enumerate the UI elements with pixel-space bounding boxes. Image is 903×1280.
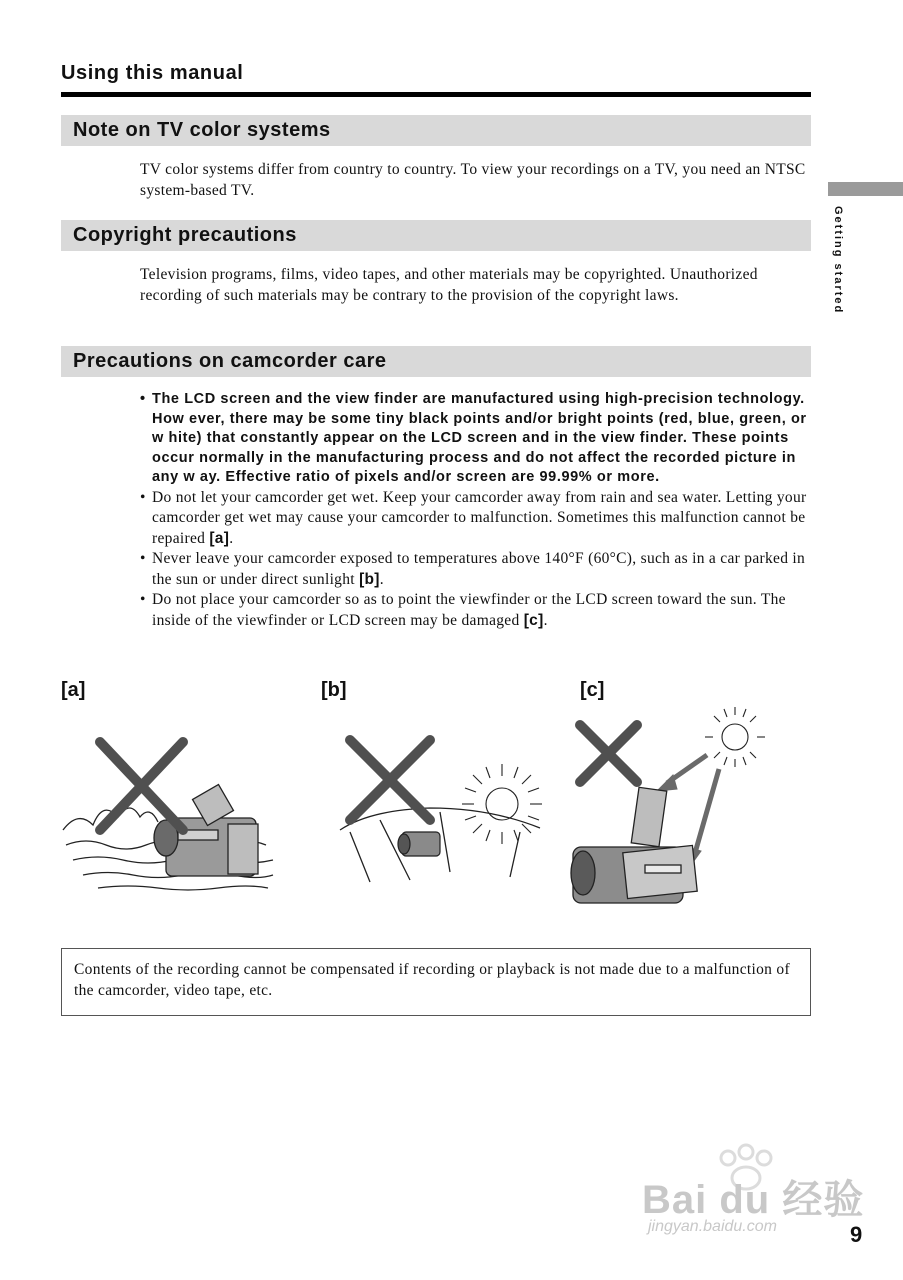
page-number: 9 xyxy=(850,1222,863,1247)
end-punct: . xyxy=(229,529,234,547)
camcorder-icon xyxy=(154,785,258,876)
figure-label-b: [b] xyxy=(321,679,347,701)
figure-ref-c: [c] xyxy=(523,611,544,629)
list-item xyxy=(140,390,812,488)
list-item xyxy=(140,488,812,550)
bullet-dot: • xyxy=(140,591,146,608)
notice-text: Contents of the recording cannot be compensated if recording or playback is not made due to a malfunction of the camcorder, video tape, etc. xyxy=(74,961,790,999)
section-heading-care: Precautions on camcorder care xyxy=(61,346,811,377)
figure-c-illustration xyxy=(565,705,780,915)
sun-icon xyxy=(705,707,765,767)
list-item xyxy=(140,549,812,590)
title-rule xyxy=(61,92,811,97)
bullet-text: Never leave your camcorder exposed to temperatures above 140°F (60°C), such as in a car parked in the sun or under direct sunlight xyxy=(152,550,806,588)
side-tab-marker xyxy=(828,182,903,196)
x-mark-icon xyxy=(100,742,183,830)
list-item xyxy=(140,590,812,631)
care-list xyxy=(140,390,812,631)
camcorder-icon xyxy=(571,787,697,903)
camcorder-icon xyxy=(398,832,440,856)
sun-icon xyxy=(462,764,542,844)
bullet-text: Do not place your camcorder so as to point the viewfinder or the LCD screen toward the sun. The inside of the viewfinder or LCD screen may be damaged xyxy=(152,591,786,629)
copyright-text: Television programs, films, video tapes, and other materials may be copyrighted. Unauthorized recording of such materials may be contrary to the provision of the copyright laws. xyxy=(140,266,758,304)
section-heading-copyright: Copyright precautions xyxy=(61,220,811,251)
figure-a-illustration xyxy=(58,720,298,910)
figure-b-illustration xyxy=(320,720,560,900)
watermark-brand: Bai du 经验 xyxy=(642,1178,865,1222)
x-mark-icon xyxy=(580,725,637,782)
end-punct: . xyxy=(379,570,384,588)
x-mark-icon xyxy=(350,740,430,820)
bullet-dot: • xyxy=(140,488,146,506)
page-title: Using this manual xyxy=(61,62,244,84)
bullet-text: Do not let your camcorder get wet. Keep your camcorder away from rain and sea water. Letting your camcorder get wet may cause your camcorder to malfunction. Sometimes this malfunction cannot be repaired xyxy=(152,488,807,547)
side-tab-label: Getting started xyxy=(832,206,844,315)
tv-text: TV color systems differ from country to country. To view your recordings on a TV, you need an NTSC system-based TV. xyxy=(140,161,806,199)
figure-label-a: [a] xyxy=(61,679,86,701)
figure-ref-a: [a] xyxy=(209,529,230,547)
bullet-dot: • xyxy=(140,391,146,407)
figure-label-c: [c] xyxy=(580,679,605,701)
end-punct: . xyxy=(543,611,548,629)
watermark-url: jingyan.baidu.com xyxy=(648,1218,777,1235)
bullet-dot: • xyxy=(140,550,146,567)
notice-box xyxy=(61,948,811,1016)
bullet-text: The LCD screen and the view finder are manufactured using high-precision technology. How ever, there may be some tiny black points and/or bright points (red, blue, green, or w hite) that constantly appear on the LCD screen and in the view finder. These points occur normally in the manufacturing process and do not affect the recorded picture in any w ay. Effective ratio of pixels and/or screen are 99.99% or more. xyxy=(152,391,807,485)
section-heading-tv: Note on TV color systems xyxy=(61,115,811,146)
figure-ref-b: [b] xyxy=(359,570,380,588)
